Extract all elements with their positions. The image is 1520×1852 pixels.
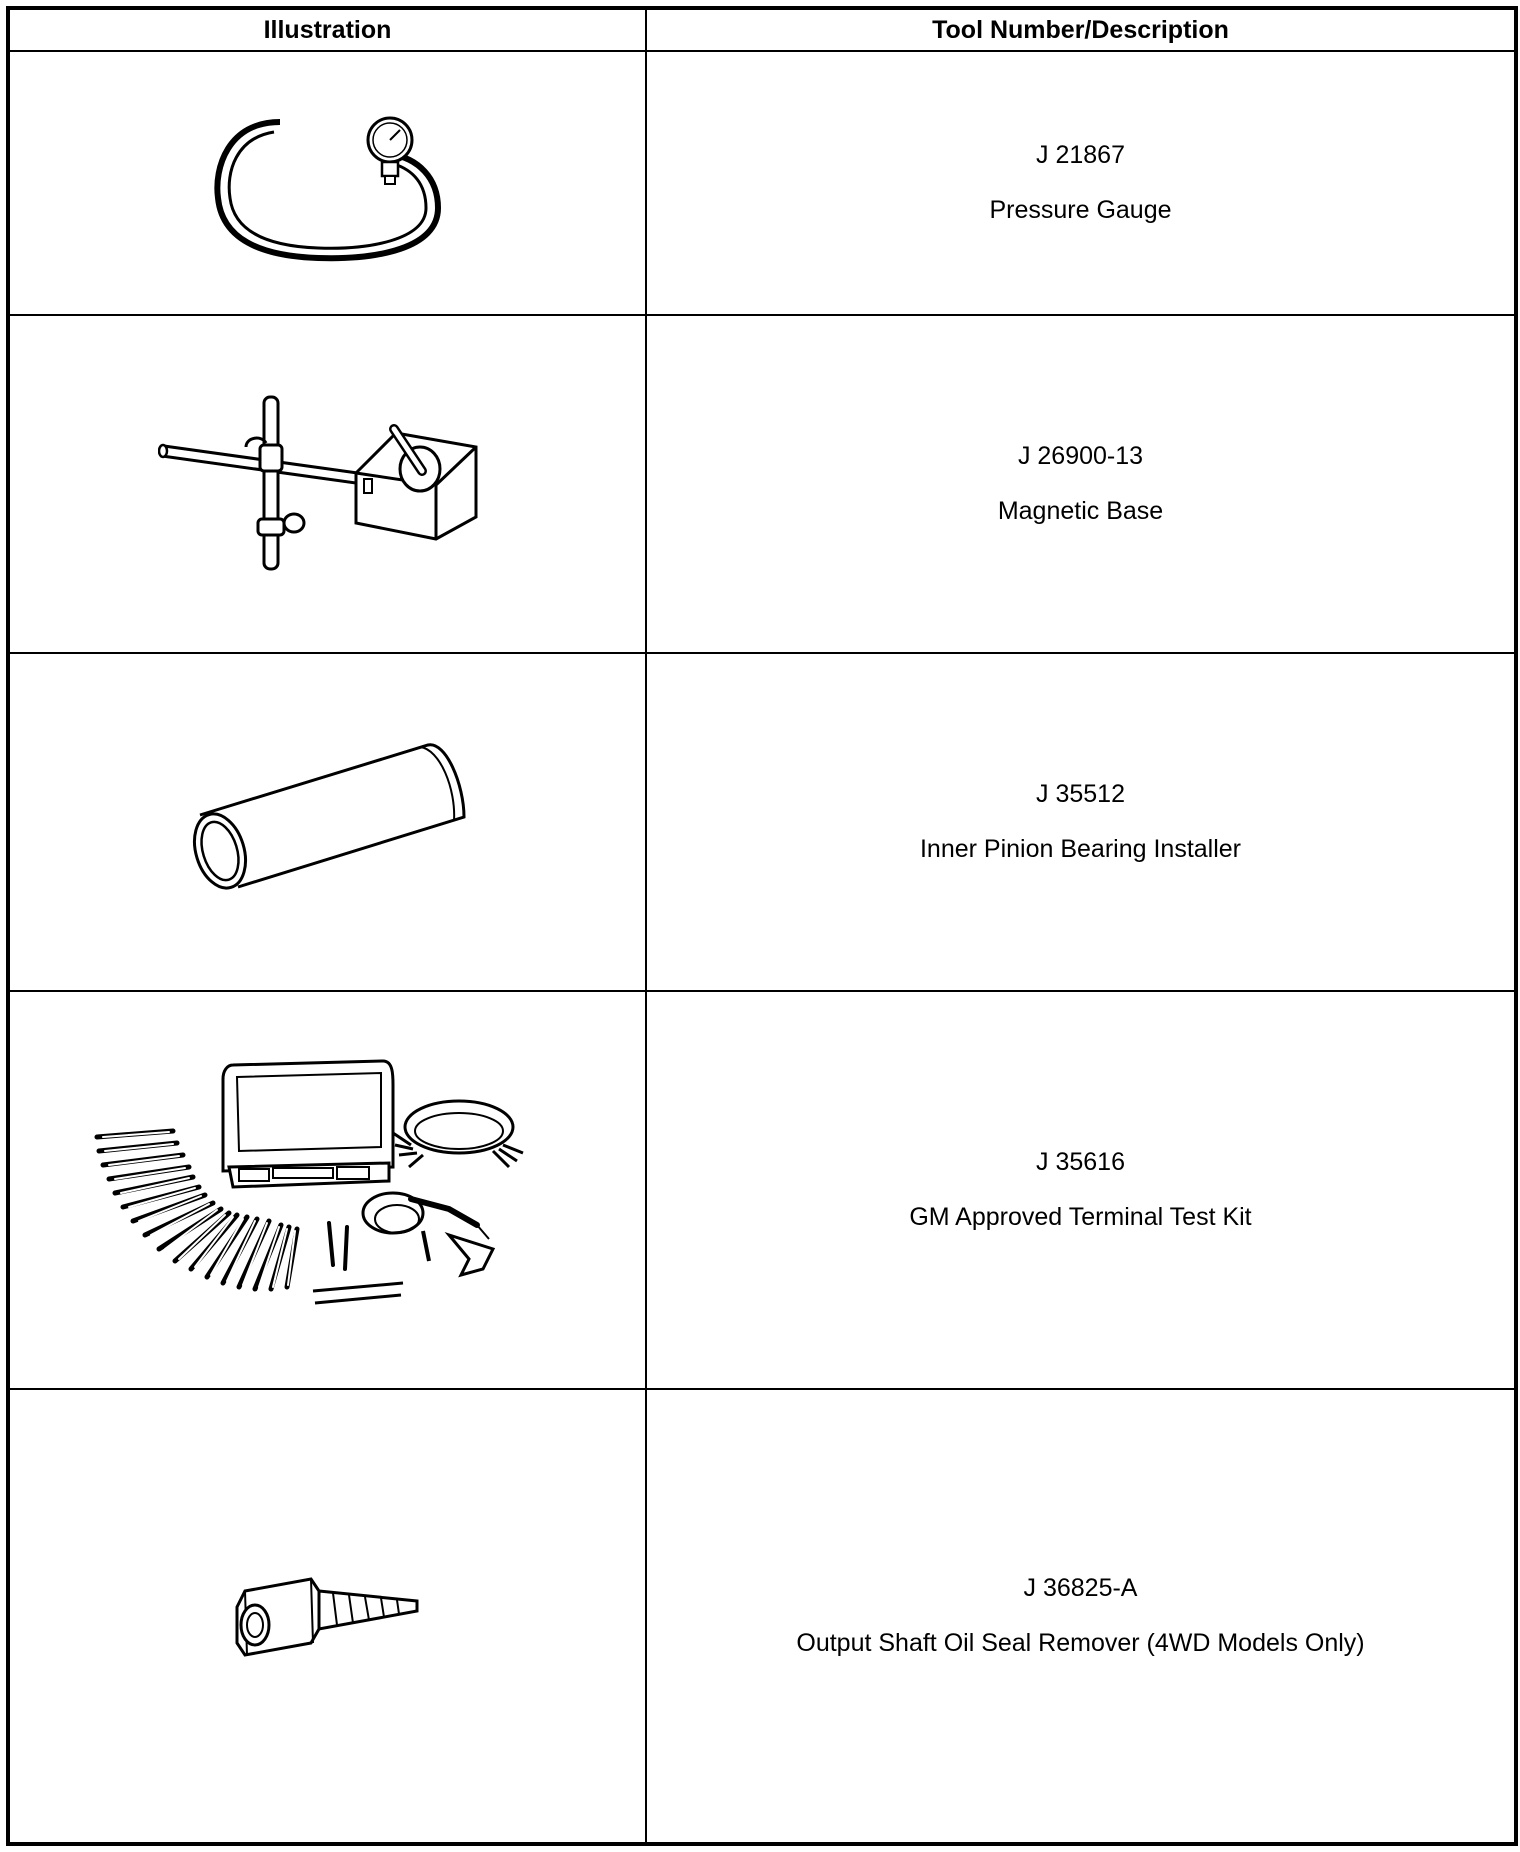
tool-number: J 21867 — [1036, 141, 1125, 169]
tool-description: Pressure Gauge — [989, 196, 1172, 224]
magnetic-base-icon — [158, 389, 498, 579]
illustration-cell — [8, 653, 646, 991]
tools-table — [6, 6, 1518, 1846]
description-cell — [646, 991, 1516, 1389]
table-row — [8, 991, 1516, 1389]
table-row — [8, 1389, 1516, 1844]
description-cell — [646, 315, 1516, 653]
illustration-cell — [8, 991, 646, 1389]
tool-description: Inner Pinion Bearing Installer — [919, 835, 1242, 863]
tool-description: Output Shaft Oil Seal Remover (4WD Models Only) — [796, 1629, 1365, 1657]
tool-number: J 35512 — [1036, 780, 1125, 808]
tool-number: J 35616 — [1036, 1148, 1125, 1176]
bearing-installer-icon — [178, 737, 478, 907]
illustration-cell — [8, 1389, 646, 1844]
description-cell — [646, 51, 1516, 315]
table-row — [8, 315, 1516, 653]
tool-description: GM Approved Terminal Test Kit — [909, 1203, 1252, 1231]
table-row — [8, 51, 1516, 315]
tool-number: J 26900-13 — [1017, 442, 1144, 470]
header-tool-description: Tool Number/Description — [646, 8, 1516, 51]
tool-description: Magnetic Base — [997, 497, 1164, 525]
tool-number: J 36825-A — [1023, 1574, 1138, 1602]
description-cell — [646, 653, 1516, 991]
table-row — [8, 653, 1516, 991]
terminal-test-kit-icon — [93, 1055, 563, 1325]
illustration-cell — [8, 315, 646, 653]
header-illustration: Illustration — [8, 8, 646, 51]
illustration-cell — [8, 51, 646, 315]
oil-seal-remover-icon — [233, 1571, 423, 1661]
header-row — [8, 8, 1516, 51]
pressure-gauge-icon — [208, 98, 448, 268]
description-cell — [646, 1389, 1516, 1844]
